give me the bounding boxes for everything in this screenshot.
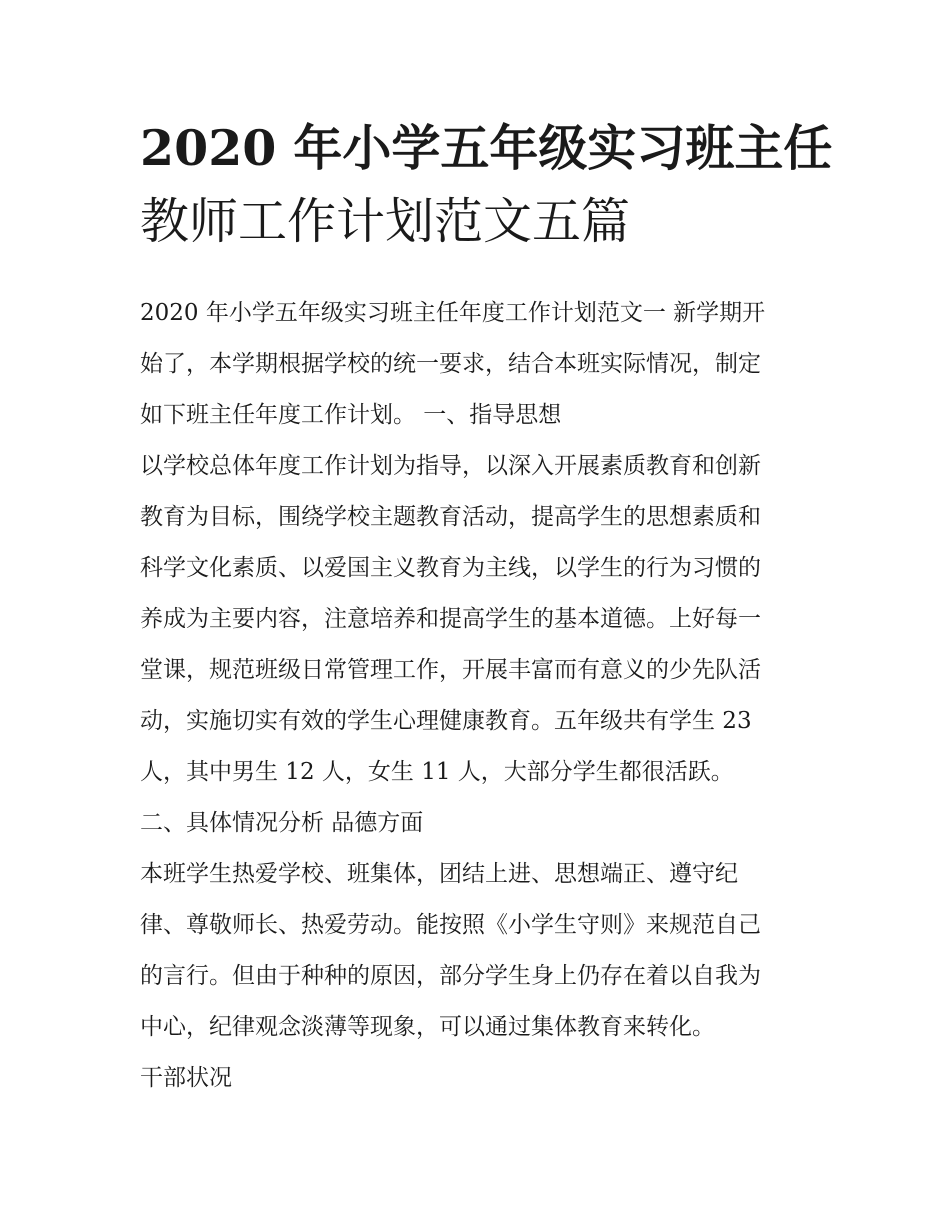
body-line: 始了，本学期根据学校的统一要求，结合本班实际情况，制定 bbox=[140, 351, 761, 377]
body-line: 律、尊敬师长、热爱劳动。能按照《小学生守则》来规范自己 bbox=[140, 912, 761, 938]
body-line: 堂课，规范班级日常管理工作，开展丰富而有意义的少先队活 bbox=[140, 657, 761, 683]
body-line: 如下班主任年度工作计划。 一、指导思想 bbox=[140, 402, 562, 428]
document-title bbox=[140, 112, 833, 258]
body-line: 动，实施切实有效的学生心理健康教育。五年级共有学生 23 bbox=[140, 708, 752, 734]
document-page bbox=[140, 112, 833, 1104]
body-line: 干部状况 bbox=[140, 1065, 232, 1091]
body-line: 的言行。但由于种种的原因，部分学生身上仍存在着以自我为 bbox=[140, 963, 761, 989]
body-line: 教育为目标，围绕学校主题教育活动，提高学生的思想素质和 bbox=[140, 504, 761, 530]
title-line: 教师工作计划范文五篇 bbox=[140, 193, 631, 250]
body-line: 养成为主要内容，注意培养和提高学生的基本道德。上好每一 bbox=[140, 606, 761, 632]
document-body bbox=[140, 288, 820, 1104]
body-line: 中心，纪律观念淡薄等现象，可以通过集体教育来转化。 bbox=[140, 1014, 715, 1040]
title-line: 2020 年小学五年级实习班主任 bbox=[140, 119, 833, 177]
body-line: 以学校总体年度工作计划为指导，以深入开展素质教育和创新 bbox=[140, 453, 761, 479]
body-line: 二、具体情况分析 品德方面 bbox=[140, 810, 424, 836]
body-line: 本班学生热爱学校、班集体，团结上进、思想端正、遵守纪 bbox=[140, 861, 738, 887]
body-line: 人，其中男生 12 人，女生 11 人，大部分学生都很活跃。 bbox=[140, 759, 734, 785]
body-line: 2020 年小学五年级实习班主任年度工作计划范文一 新学期开 bbox=[140, 300, 766, 326]
body-line: 科学文化素质、以爱国主义教育为主线，以学生的行为习惯的 bbox=[140, 555, 761, 581]
